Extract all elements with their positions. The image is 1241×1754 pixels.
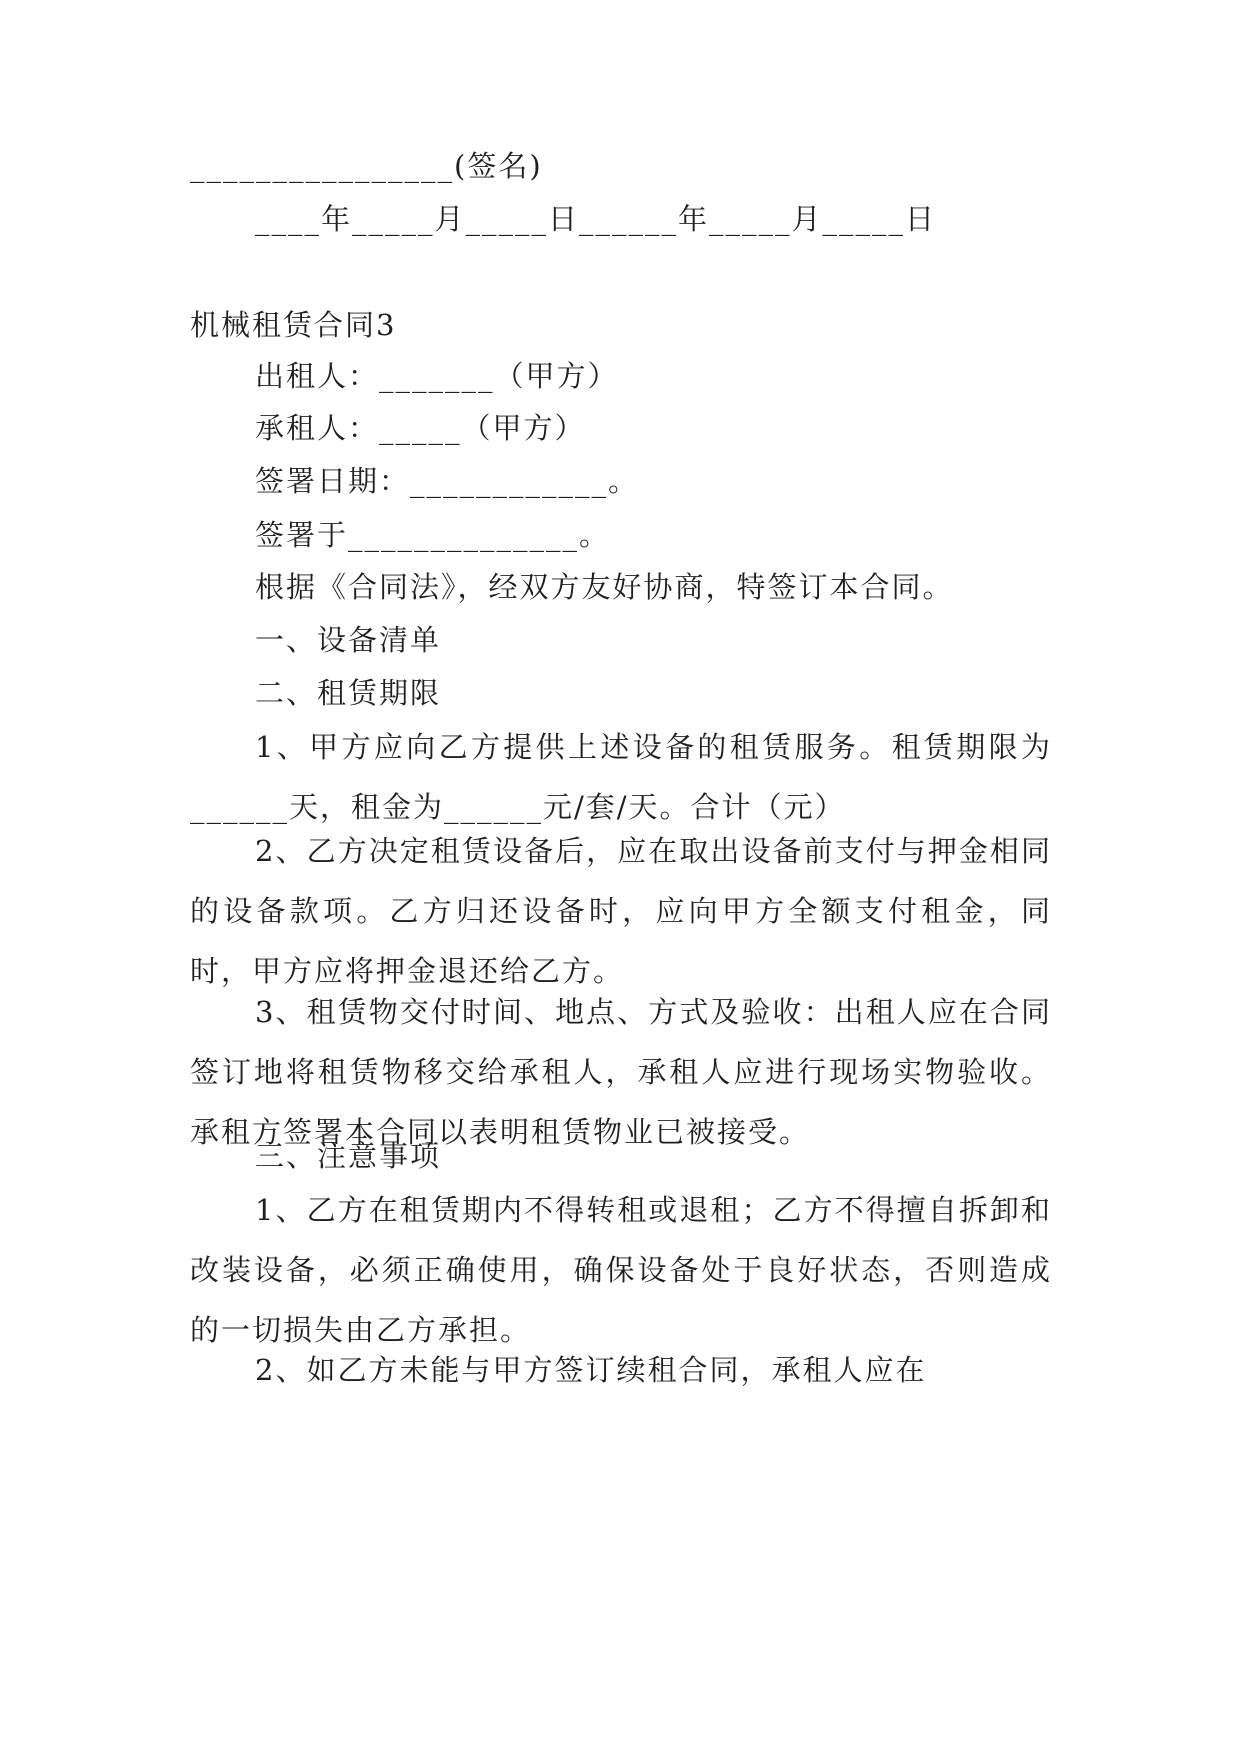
section-heading-equipment: 一、设备清单 [255,623,442,657]
clause-term-2: 2、乙方决定租赁设备后，应在取出设备前支付与押金相同的设备款项。乙方归还设备时，应向甲方全额支付租金，同时，甲方应将押金退还给乙方。 [190,834,1052,988]
clause-notes-2: 2、如乙方未能与甲方签订续租合同，承租人应在 [255,1353,927,1387]
clause-term-1: 1、甲方应向乙方提供上述设备的租赁服务。租赁期限为______天，租金为______元/套/天。合计（元） [190,730,1052,824]
section-heading-notes: 三、注意事项 [255,1139,442,1173]
section-heading-term: 二、租赁期限 [255,676,442,710]
contract-title: 机械租赁合同3 [190,308,397,342]
sign-place-line: 签署于______________。 [255,518,611,552]
lessor-line: 出租人：_______（甲方） [255,359,619,393]
date-line: ____年_____月_____日______年_____月_____日 [255,202,937,236]
intro-paragraph: 根据《合同法》，经双方友好协商，特签订本合同。 [255,570,954,604]
clause-term-3: 3、租赁物交付时间、地点、方式及验收：出租人应在合同签订地将租赁物移交给承租人，承租人应进行现场实物验收。承租方签署本合同以表明租赁物业已被接受。 [190,995,1052,1149]
signature-line: ________________(签名) [190,149,543,183]
lessee-line: 承租人：_____（甲方） [255,411,586,445]
clause-notes-1: 1、乙方在租赁期内不得转租或退租；乙方不得擅自拆卸和改装设备，必须正确使用，确保设备处于良好状态，否则造成的一切损失由乙方承担。 [190,1193,1052,1347]
sign-date-line: 签署日期：____________。 [255,464,640,498]
